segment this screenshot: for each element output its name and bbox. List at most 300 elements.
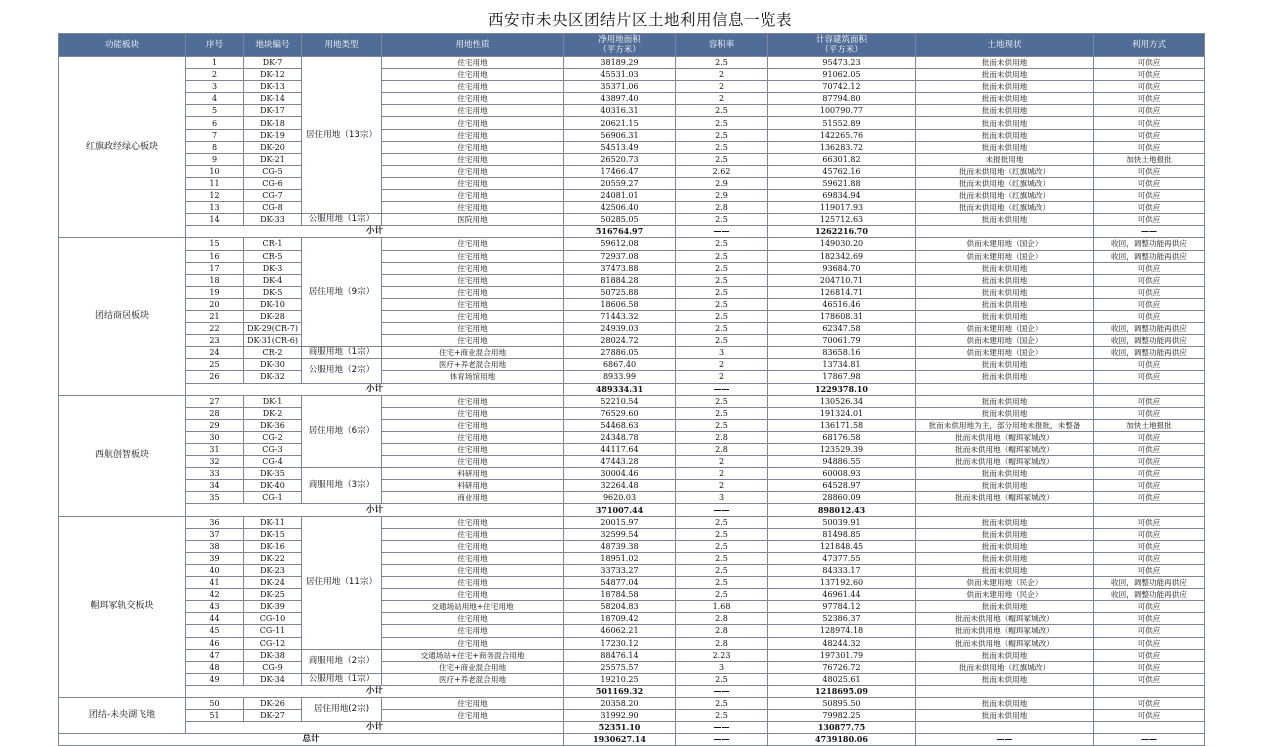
net-area-cell: 32599.54	[564, 528, 676, 540]
status-cell: 批而未供用地	[916, 129, 1094, 141]
plot-code-cell: CG-6	[244, 177, 302, 189]
land-nature-cell: 住宅用地	[382, 141, 564, 153]
subtotal-status	[916, 226, 1094, 238]
plot-code-cell: DK-28	[244, 310, 302, 322]
far-cell: 2.5	[676, 129, 768, 141]
plot-code-cell: DK-15	[244, 528, 302, 540]
gfa-cell: 51552.89	[768, 117, 916, 129]
plot-code-cell: DK-32	[244, 371, 302, 383]
gfa-cell: 52386.37	[768, 613, 916, 625]
status-cell: 批而未供用地	[916, 480, 1094, 492]
land-nature-cell: 住宅用地	[382, 57, 564, 69]
land-type-cell: 居住用地（6宗）	[302, 395, 382, 468]
status-cell: 批而未供用地	[916, 57, 1094, 69]
plot-code-cell: DK-39	[244, 601, 302, 613]
plot-code-cell: DK-7	[244, 57, 302, 69]
table-row	[59, 359, 1205, 371]
gfa-cell: 69834.94	[768, 190, 916, 202]
table-row	[59, 577, 1205, 589]
land-nature-cell: 科研用地	[382, 480, 564, 492]
table-row	[59, 661, 1205, 673]
plot-code-cell: DK-4	[244, 274, 302, 286]
table-row	[59, 613, 1205, 625]
seq-cell: 45	[186, 625, 244, 637]
land-nature-cell: 住宅用地	[382, 335, 564, 347]
plot-code-cell: CG-10	[244, 613, 302, 625]
block-name-cell: 团结商居板块	[59, 238, 186, 395]
plot-code-cell: CR-1	[244, 238, 302, 250]
status-cell: 批而未供用地	[916, 697, 1094, 709]
use-method-cell: 可供应	[1094, 431, 1205, 443]
gfa-cell: 83658.16	[768, 347, 916, 359]
net-area-cell: 38189.29	[564, 57, 676, 69]
gfa-cell: 121848.45	[768, 540, 916, 552]
land-use-table	[58, 33, 1205, 746]
land-nature-cell: 住宅用地	[382, 202, 564, 214]
table-row	[59, 250, 1205, 262]
net-area-cell: 81884.28	[564, 274, 676, 286]
gfa-cell: 149030.20	[768, 238, 916, 250]
use-method-cell: 加快土地报批	[1094, 419, 1205, 431]
far-cell: 2.23	[676, 649, 768, 661]
far-cell: 2	[676, 93, 768, 105]
far-cell: 2	[676, 371, 768, 383]
far-cell: 2.5	[676, 298, 768, 310]
land-nature-cell: 住宅用地	[382, 552, 564, 564]
total-area: 1930627.14	[564, 734, 676, 746]
seq-cell: 7	[186, 129, 244, 141]
land-nature-cell: 住宅用地	[382, 274, 564, 286]
table-row	[59, 238, 1205, 250]
gfa-cell: 142265.76	[768, 129, 916, 141]
use-method-cell: 可供应	[1094, 286, 1205, 298]
land-nature-cell: 住宅用地	[382, 153, 564, 165]
gfa-cell: 50039.91	[768, 516, 916, 528]
col-header-land-type: 用地类型	[302, 34, 382, 57]
subtotal-area: 371007.44	[564, 504, 676, 516]
seq-cell: 11	[186, 177, 244, 189]
land-nature-cell: 住宅用地	[382, 105, 564, 117]
status-cell: 未报批用地	[916, 153, 1094, 165]
net-area-cell: 54513.49	[564, 141, 676, 153]
table-row	[59, 480, 1205, 492]
far-cell: 2.5	[676, 564, 768, 576]
plot-code-cell: DK-21	[244, 153, 302, 165]
seq-cell: 38	[186, 540, 244, 552]
gfa-cell: 46961.44	[768, 589, 916, 601]
gfa-cell: 46516.46	[768, 298, 916, 310]
status-cell: 供而未建用地（国企）	[916, 335, 1094, 347]
gfa-cell: 50895.50	[768, 697, 916, 709]
plot-code-cell: DK-5	[244, 286, 302, 298]
table-body	[59, 57, 1205, 746]
subtotal-far: ——	[676, 504, 768, 516]
status-cell: 供而未建用地（国企）	[916, 347, 1094, 359]
table-row	[59, 298, 1205, 310]
far-cell: 2.5	[676, 274, 768, 286]
plot-code-cell: DK-22	[244, 552, 302, 564]
table-row	[59, 444, 1205, 456]
use-method-cell: 可供应	[1094, 601, 1205, 613]
status-cell: 批而未供用地	[916, 371, 1094, 383]
use-method-cell: 可供应	[1094, 262, 1205, 274]
status-cell: 批而未供用地	[916, 564, 1094, 576]
table-row	[59, 589, 1205, 601]
use-method-cell: 可供应	[1094, 480, 1205, 492]
land-nature-cell: 住宅用地	[382, 589, 564, 601]
status-cell: 批而未供用地（红旗城改）	[916, 190, 1094, 202]
land-nature-cell: 住宅用地	[382, 262, 564, 274]
net-area-cell: 24081.01	[564, 190, 676, 202]
status-cell: 供而未建用地（国企）	[916, 238, 1094, 250]
seq-cell: 37	[186, 528, 244, 540]
far-cell: 3	[676, 492, 768, 504]
table-row	[59, 202, 1205, 214]
gfa-cell: 48025.61	[768, 673, 916, 685]
table-row	[59, 93, 1205, 105]
table-row	[59, 564, 1205, 576]
use-method-cell: 可供应	[1094, 177, 1205, 189]
use-method-cell: 可供应	[1094, 105, 1205, 117]
subtotal-area: 501169.32	[564, 685, 676, 697]
seq-cell: 29	[186, 419, 244, 431]
seq-cell: 30	[186, 431, 244, 443]
net-area-cell: 43897.40	[564, 93, 676, 105]
land-nature-cell: 住宅用地	[382, 444, 564, 456]
far-cell: 2.5	[676, 105, 768, 117]
use-method-cell: 可供应	[1094, 371, 1205, 383]
seq-cell: 3	[186, 81, 244, 93]
seq-cell: 18	[186, 274, 244, 286]
gfa-cell: 68176.58	[768, 431, 916, 443]
land-type-cell: 居住用地（13宗）	[302, 57, 382, 214]
land-nature-cell: 住宅用地	[382, 516, 564, 528]
far-cell: 2.62	[676, 165, 768, 177]
far-cell: 2.5	[676, 540, 768, 552]
plot-code-cell: DK-14	[244, 93, 302, 105]
subtotal-row	[59, 722, 1205, 734]
col-header-gfa: 计容建筑面积 （平方米）	[768, 34, 916, 57]
gfa-cell: 130526.34	[768, 395, 916, 407]
plot-code-cell: DK-25	[244, 589, 302, 601]
subtotal-row	[59, 226, 1205, 238]
use-method-cell: 加快土地报批	[1094, 153, 1205, 165]
land-type-cell: 公服用地（1宗）	[302, 673, 382, 685]
land-nature-cell: 住宅用地	[382, 250, 564, 262]
gfa-cell: 62347.58	[768, 323, 916, 335]
use-method-cell: 可供应	[1094, 625, 1205, 637]
col-header-far: 容积率	[676, 34, 768, 57]
use-method-cell: 可供应	[1094, 190, 1205, 202]
seq-cell: 12	[186, 190, 244, 202]
seq-cell: 42	[186, 589, 244, 601]
land-nature-cell: 住宅用地	[382, 637, 564, 649]
plot-code-cell: CG-1	[244, 492, 302, 504]
land-type-cell: 商服用地（2宗）	[302, 649, 382, 673]
table-row	[59, 710, 1205, 722]
gfa-cell: 81498.85	[768, 528, 916, 540]
subtotal-status	[916, 504, 1094, 516]
land-nature-cell: 住宅用地	[382, 456, 564, 468]
status-cell: 批而未供用地	[916, 286, 1094, 298]
total-use: ——	[1094, 734, 1205, 746]
plot-code-cell: DK-31(CR-6)	[244, 335, 302, 347]
land-nature-cell: 住宅用地	[382, 177, 564, 189]
subtotal-use	[1094, 383, 1205, 395]
col-header-seq: 序号	[186, 34, 244, 57]
land-nature-cell: 医疗+养老混合用地	[382, 673, 564, 685]
land-nature-cell: 住宅用地	[382, 117, 564, 129]
seq-cell: 31	[186, 444, 244, 456]
net-area-cell: 47443.28	[564, 456, 676, 468]
land-type-cell: 公服用地（2宗）	[302, 359, 382, 383]
block-name-cell: 红旗政经绿心板块	[59, 57, 186, 238]
table-row	[59, 105, 1205, 117]
land-nature-cell: 商业用地	[382, 492, 564, 504]
far-cell: 2.5	[676, 577, 768, 589]
land-type-cell: 居住用地（9宗）	[302, 238, 382, 347]
status-cell: 批而未供用地	[916, 298, 1094, 310]
far-cell: 2	[676, 81, 768, 93]
table-row	[59, 395, 1205, 407]
seq-cell: 28	[186, 407, 244, 419]
use-method-cell: 可供应	[1094, 274, 1205, 286]
gfa-cell: 191324.01	[768, 407, 916, 419]
table-row	[59, 492, 1205, 504]
table-row	[59, 335, 1205, 347]
land-type-cell: 公服用地（1宗）	[302, 214, 382, 226]
use-method-cell: 可供应	[1094, 214, 1205, 226]
net-area-cell: 30004.46	[564, 468, 676, 480]
use-method-cell: 可供应	[1094, 69, 1205, 81]
use-method-cell: 可供应	[1094, 117, 1205, 129]
status-cell: 批而未供用地（帽珥冢城改）	[916, 444, 1094, 456]
status-cell: 批而未供用地	[916, 81, 1094, 93]
status-cell: 批而未供用地	[916, 468, 1094, 480]
gfa-cell: 93684.70	[768, 262, 916, 274]
seq-cell: 24	[186, 347, 244, 359]
status-cell: 批而未供用地	[916, 105, 1094, 117]
seq-cell: 40	[186, 564, 244, 576]
subtotal-status	[916, 383, 1094, 395]
plot-code-cell: CR-5	[244, 250, 302, 262]
plot-code-cell: CR-2	[244, 347, 302, 359]
status-cell: 批而未供用地	[916, 395, 1094, 407]
land-nature-cell: 交通场站用地+住宅用地	[382, 601, 564, 613]
status-cell: 批而未供用地（红旗城改）	[916, 661, 1094, 673]
plot-code-cell: CG-5	[244, 165, 302, 177]
table-row	[59, 540, 1205, 552]
gfa-cell: 137192.60	[768, 577, 916, 589]
use-method-cell: 可供应	[1094, 492, 1205, 504]
net-area-cell: 24939.03	[564, 323, 676, 335]
far-cell: 2.5	[676, 310, 768, 322]
far-cell: 2	[676, 359, 768, 371]
gfa-cell: 123529.39	[768, 444, 916, 456]
block-name-cell: 团结-未央湖飞地	[59, 697, 186, 733]
table-row	[59, 141, 1205, 153]
subtotal-row	[59, 504, 1205, 516]
seq-cell: 26	[186, 371, 244, 383]
gfa-cell: 70061.79	[768, 335, 916, 347]
far-cell: 2.8	[676, 431, 768, 443]
far-cell: 2.5	[676, 395, 768, 407]
far-cell: 2.5	[676, 528, 768, 540]
use-method-cell: 可供应	[1094, 359, 1205, 371]
subtotal-label: 小计	[186, 504, 564, 516]
gfa-cell: 45762.16	[768, 165, 916, 177]
status-cell: 批而未供用地	[916, 601, 1094, 613]
table-row	[59, 552, 1205, 564]
seq-cell: 39	[186, 552, 244, 564]
net-area-cell: 6867.40	[564, 359, 676, 371]
seq-cell: 14	[186, 214, 244, 226]
plot-code-cell: CG-4	[244, 456, 302, 468]
use-method-cell: 可供应	[1094, 528, 1205, 540]
far-cell: 2.8	[676, 202, 768, 214]
subtotal-use	[1094, 722, 1205, 734]
gfa-cell: 91062.05	[768, 69, 916, 81]
seq-cell: 49	[186, 673, 244, 685]
table-row	[59, 697, 1205, 709]
net-area-cell: 44117.64	[564, 444, 676, 456]
use-method-cell: 收回，调整功能再供应	[1094, 589, 1205, 601]
land-nature-cell: 科研用地	[382, 468, 564, 480]
net-area-cell: 18709.42	[564, 613, 676, 625]
use-method-cell: 可供应	[1094, 697, 1205, 709]
gfa-cell: 128974.18	[768, 625, 916, 637]
seq-cell: 19	[186, 286, 244, 298]
land-nature-cell: 住宅用地	[382, 238, 564, 250]
status-cell: 批而未供用地（帽珥冢城改）	[916, 431, 1094, 443]
subtotal-use	[1094, 685, 1205, 697]
total-status: ——	[916, 734, 1094, 746]
plot-code-cell: DK-24	[244, 577, 302, 589]
net-area-cell: 59612.08	[564, 238, 676, 250]
status-cell: 批而未供用地	[916, 214, 1094, 226]
land-nature-cell: 住宅用地	[382, 81, 564, 93]
plot-code-cell: DK-38	[244, 649, 302, 661]
seq-cell: 21	[186, 310, 244, 322]
seq-cell: 16	[186, 250, 244, 262]
table-row	[59, 274, 1205, 286]
net-area-cell: 20559.27	[564, 177, 676, 189]
subtotal-far: ——	[676, 685, 768, 697]
gfa-cell: 79982.25	[768, 710, 916, 722]
use-method-cell: 可供应	[1094, 637, 1205, 649]
status-cell: 批而未供用地	[916, 552, 1094, 564]
use-method-cell: 可供应	[1094, 93, 1205, 105]
net-area-cell: 32264.48	[564, 480, 676, 492]
far-cell: 2.5	[676, 57, 768, 69]
seq-cell: 25	[186, 359, 244, 371]
plot-code-cell: CG-8	[244, 202, 302, 214]
col-header-block: 功能板块	[59, 34, 186, 57]
net-area-cell: 58204.83	[564, 601, 676, 613]
status-cell: 批而未供用地	[916, 710, 1094, 722]
status-cell: 批而未供用地	[916, 141, 1094, 153]
table-row	[59, 286, 1205, 298]
gfa-cell: 66301.82	[768, 153, 916, 165]
seq-cell: 33	[186, 468, 244, 480]
table-row	[59, 190, 1205, 202]
status-cell: 批而未供用地	[916, 407, 1094, 419]
total-far: ——	[676, 734, 768, 746]
plot-code-cell: DK-34	[244, 673, 302, 685]
land-nature-cell: 住宅用地	[382, 407, 564, 419]
header-row	[59, 34, 1205, 57]
status-cell: 批而未供用地	[916, 274, 1094, 286]
plot-code-cell: DK-33	[244, 214, 302, 226]
gfa-cell: 76726.72	[768, 661, 916, 673]
gfa-cell: 13734.81	[768, 359, 916, 371]
net-area-cell: 40316.31	[564, 105, 676, 117]
seq-cell: 8	[186, 141, 244, 153]
plot-code-cell: CG-12	[244, 637, 302, 649]
status-cell: 供而未建用地（国企）	[916, 323, 1094, 335]
land-type-cell: 居住用地（11宗）	[302, 516, 382, 649]
use-method-cell: 可供应	[1094, 649, 1205, 661]
subtotal-gfa: 898012.43	[768, 504, 916, 516]
land-nature-cell: 住宅用地	[382, 93, 564, 105]
status-cell: 批而未供用地（帽珥冢城改）	[916, 637, 1094, 649]
far-cell: 2.5	[676, 552, 768, 564]
use-method-cell: 收回，调整功能再供应	[1094, 335, 1205, 347]
status-cell: 批而未供用地	[916, 117, 1094, 129]
block-name-cell: 西航创智板块	[59, 395, 186, 516]
land-nature-cell: 住宅+商业混合用地	[382, 347, 564, 359]
table-row	[59, 516, 1205, 528]
status-cell: 批而未供用地	[916, 93, 1094, 105]
use-method-cell: 收回，调整功能再供应	[1094, 238, 1205, 250]
net-area-cell: 17466.47	[564, 165, 676, 177]
far-cell: 2.5	[676, 516, 768, 528]
far-cell: 2.5	[676, 117, 768, 129]
table-row	[59, 431, 1205, 443]
net-area-cell: 50285.05	[564, 214, 676, 226]
far-cell: 2	[676, 69, 768, 81]
far-cell: 2.9	[676, 190, 768, 202]
col-header-land-nature: 用地性质	[382, 34, 564, 57]
land-type-cell: 商服用地（3宗）	[302, 468, 382, 504]
plot-code-cell: DK-29(CR-7)	[244, 323, 302, 335]
use-method-cell: 可供应	[1094, 540, 1205, 552]
seq-cell: 9	[186, 153, 244, 165]
table-row	[59, 262, 1205, 274]
land-nature-cell: 住宅用地	[382, 129, 564, 141]
land-nature-cell: 住宅用地	[382, 286, 564, 298]
seq-cell: 5	[186, 105, 244, 117]
far-cell: 2	[676, 480, 768, 492]
table-row	[59, 347, 1205, 359]
far-cell: 2.5	[676, 335, 768, 347]
status-cell: 批而未供用地	[916, 516, 1094, 528]
seq-cell: 41	[186, 577, 244, 589]
subtotal-far: ——	[676, 226, 768, 238]
plot-code-cell: DK-27	[244, 710, 302, 722]
subtotal-far: ——	[676, 383, 768, 395]
land-nature-cell: 住宅用地	[382, 310, 564, 322]
net-area-cell: 76529.60	[564, 407, 676, 419]
status-cell: 供而未建用地（民企）	[916, 577, 1094, 589]
net-area-cell: 52210.54	[564, 395, 676, 407]
subtotal-row	[59, 383, 1205, 395]
land-nature-cell: 住宅用地	[382, 613, 564, 625]
seq-cell: 27	[186, 395, 244, 407]
subtotal-label: 小计	[186, 722, 564, 734]
status-cell: 批而未供用地（红旗城改）	[916, 202, 1094, 214]
use-method-cell: 可供应	[1094, 310, 1205, 322]
